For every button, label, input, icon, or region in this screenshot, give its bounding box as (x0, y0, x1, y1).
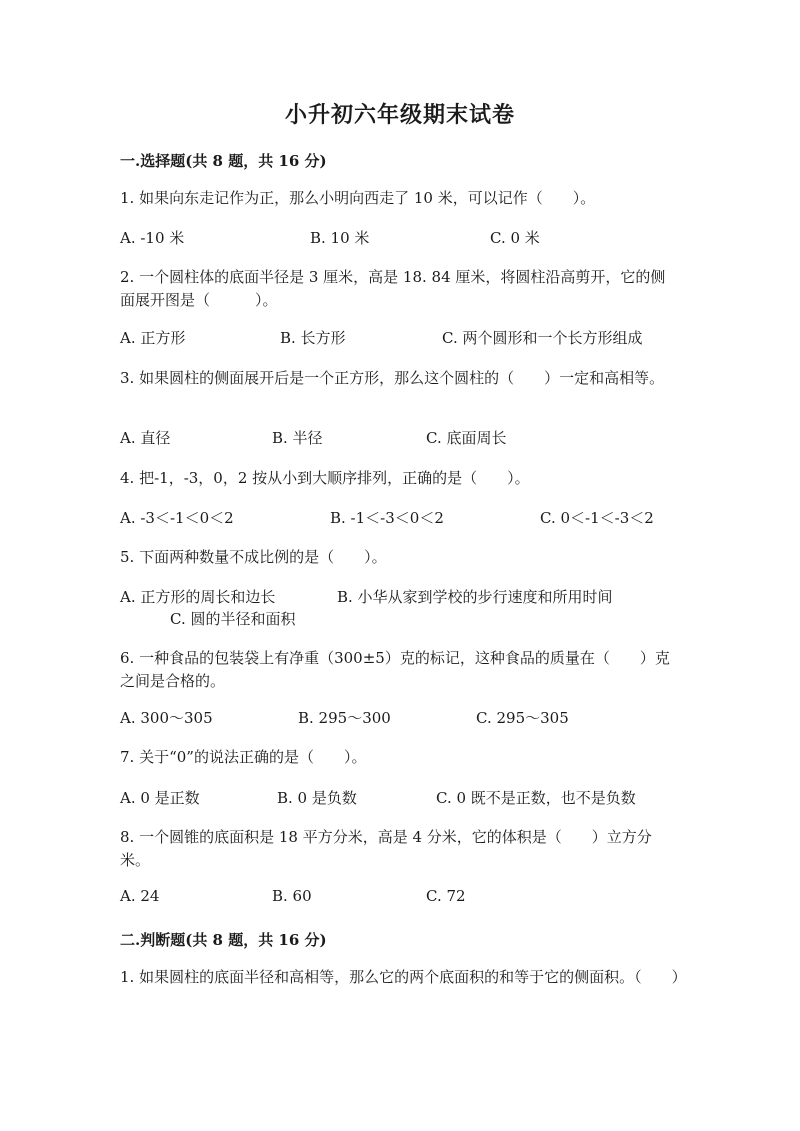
option-a[interactable]: A. -10 米 (120, 229, 185, 247)
judge-question-1: 1. 如果圆柱的底面半径和高相等，那么它的两个底面积的和等于它的侧面积。（ ） (120, 968, 687, 986)
option-b[interactable]: B. 半径 (272, 429, 323, 447)
options-2 (120, 327, 700, 349)
option-b[interactable]: B. 0 是负数 (277, 789, 357, 807)
option-c[interactable]: C. 0＜-1＜-3＜2 (540, 509, 654, 527)
option-a[interactable]: A. 直径 (120, 429, 171, 447)
option-a[interactable]: A. 正方形 (120, 329, 186, 347)
option-c[interactable]: C. 两个圆形和一个长方形组成 (442, 329, 643, 347)
question-6: 6. 一种食品的包装袋上有净重（300±5）克的标记，这种食品的质量在（ ）克之间是合格的。 (120, 649, 670, 690)
section-heading-choice: 一.选择题(共 8 题，共 16 分) (120, 152, 327, 170)
option-c[interactable]: C. 圆的半径和面积 (170, 610, 296, 628)
question-5: 5. 下面两种数量不成比例的是（ ）。 (120, 548, 387, 566)
option-b[interactable]: B. 60 (272, 887, 312, 905)
page-title: 小升初六年级期末试卷 (284, 102, 515, 128)
option-c[interactable]: C. 295～305 (476, 709, 569, 727)
option-a[interactable]: A. 24 (120, 887, 160, 905)
options-1 (120, 227, 700, 249)
options-6 (120, 707, 700, 729)
options-4 (120, 507, 700, 529)
options-8 (120, 887, 700, 909)
option-b[interactable]: B. 小华从家到学校的步行速度和所用时间 (337, 588, 613, 606)
option-c[interactable]: C. 底面周长 (426, 429, 507, 447)
question-1: 1. 如果向东走记作为正，那么小明向西走了 10 米，可以记作（ ）。 (120, 189, 596, 207)
option-a[interactable]: A. 300～305 (120, 709, 213, 727)
question-4: 4. 把-1，-3，0，2 按从小到大顺序排列，正确的是（ ）。 (120, 469, 530, 487)
options-3 (120, 427, 700, 449)
option-b[interactable]: B. 10 米 (310, 229, 370, 247)
option-c[interactable]: C. 0 既不是正数，也不是负数 (436, 789, 636, 807)
option-b[interactable]: B. -1＜-3＜0＜2 (330, 509, 444, 527)
question-3: 3. 如果圆柱的侧面展开后是一个正方形，那么这个圆柱的（ ）一定和高相等。 (120, 369, 665, 387)
options-5 (120, 586, 700, 632)
option-a[interactable]: A. 正方形的周长和边长 (120, 588, 276, 606)
question-7: 7. 关于“0”的说法正确的是（ ）。 (120, 748, 367, 766)
option-a[interactable]: A. -3＜-1＜0＜2 (120, 509, 234, 527)
option-b[interactable]: B. 295～300 (298, 709, 391, 727)
option-c[interactable]: C. 0 米 (490, 229, 540, 247)
options-7 (120, 787, 700, 809)
question-8: 8. 一个圆锥的底面积是 18 平方分米，高是 4 分米，它的体积是（ ）立方分米。 (120, 828, 652, 869)
option-b[interactable]: B. 长方形 (280, 329, 346, 347)
option-a[interactable]: A. 0 是正数 (120, 789, 200, 807)
option-c[interactable]: C. 72 (426, 887, 466, 905)
question-2: 2. 一个圆柱体的底面半径是 3 厘米，高是 18. 84 厘米，将圆柱沿高剪开，它的侧面展开图是（ ）。 (120, 268, 666, 309)
section-heading-judge: 二.判断题(共 8 题，共 16 分) (120, 931, 327, 949)
